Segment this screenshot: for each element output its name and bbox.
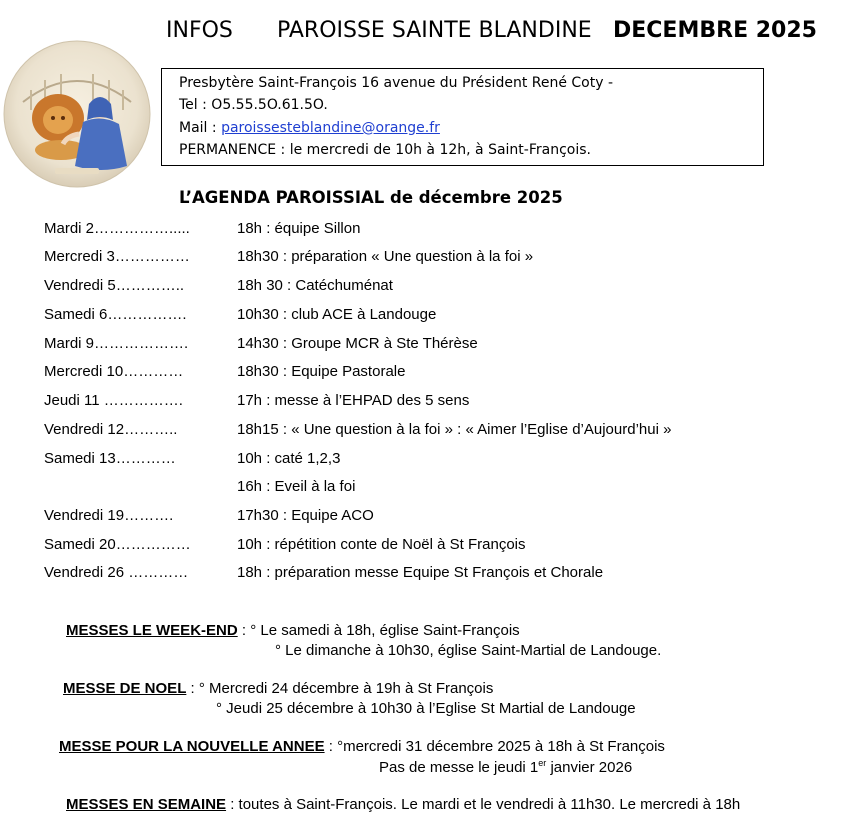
agenda-day: Jeudi 11 ……………. bbox=[44, 392, 183, 409]
agenda-event: 18h 30 : Catéchuménat bbox=[237, 277, 393, 294]
messes-semaine-label: MESSES EN SEMAINE bbox=[66, 796, 227, 813]
messes-weekend-label: MESSES LE WEEK-END bbox=[66, 622, 238, 639]
no-mass-date: janvier 2026 bbox=[546, 759, 633, 776]
agenda-event: 18h30 : préparation « Une question à la foi » bbox=[237, 248, 534, 265]
ordinal-sup: er bbox=[538, 758, 547, 768]
agenda-day: Samedi 6……………. bbox=[44, 306, 187, 323]
agenda-event: 10h30 : club ACE à Landouge bbox=[237, 306, 437, 323]
messe-noel-line1 bbox=[63, 680, 493, 697]
agenda-day: Samedi 13………… bbox=[44, 450, 176, 467]
messe-nouvelle-annee-line2 bbox=[379, 759, 632, 776]
agenda-day: Vendredi 12……….. bbox=[44, 421, 178, 438]
header-infos: INFOS bbox=[166, 18, 233, 43]
parish-logo-image bbox=[3, 40, 151, 188]
agenda-day: Mardi 2……………..... bbox=[44, 220, 190, 237]
agenda-event: 18h15 : « Une question à la foi » : « Aimer l’Eglise d’Aujourd’hui » bbox=[237, 421, 672, 438]
mail-label: Mail : bbox=[179, 120, 222, 136]
messe-nouvelle-annee-text: : °mercredi 31 décembre 2025 à 18h à St François bbox=[324, 738, 665, 755]
agenda-event: 10h : caté 1,2,3 bbox=[237, 450, 341, 467]
header-paroisse-title: PAROISSE SAINTE BLANDINE bbox=[277, 18, 592, 43]
messes-weekend-line2: ° Le dimanche à 10h30, église Saint-Martial de Landouge. bbox=[275, 642, 662, 659]
presbytere-address: Presbytère Saint-François 16 avenue du Président René Coty - bbox=[179, 75, 614, 91]
permanence: PERMANENCE : le mercredi de 10h à 12h, à Saint-François. bbox=[179, 142, 591, 158]
agenda-day: Vendredi 19………. bbox=[44, 507, 174, 524]
messe-nouvelle-annee-label: MESSE POUR LA NOUVELLE ANNEE bbox=[59, 738, 325, 755]
telephone: Tel : O5.55.5O.61.5O. bbox=[179, 97, 328, 113]
agenda-title: L’AGENDA PAROISSIAL de décembre 2025 bbox=[179, 188, 563, 207]
agenda-event: 18h : équipe Sillon bbox=[237, 220, 361, 237]
header-date: DECEMBRE 2025 bbox=[613, 18, 817, 43]
agenda-day: Vendredi 5………….. bbox=[44, 277, 185, 294]
agenda-event: 16h : Eveil à la foi bbox=[237, 478, 356, 495]
agenda-event: 17h : messe à l’EHPAD des 5 sens bbox=[237, 392, 470, 409]
email-link[interactable]: paroissesteblandine@orange.fr bbox=[221, 120, 440, 136]
agenda-day: Mercredi 3…………… bbox=[44, 248, 190, 265]
contact-info-box bbox=[161, 68, 764, 166]
agenda-day: Samedi 20…………… bbox=[44, 536, 191, 553]
agenda-event: 18h30 : Equipe Pastorale bbox=[237, 363, 406, 380]
messes-semaine-line1 bbox=[66, 796, 740, 813]
agenda-day: Vendredi 26 ………… bbox=[44, 564, 189, 581]
messes-weekend-text: : ° Le samedi à 18h, église Saint-François bbox=[237, 622, 520, 639]
messe-noel-line2: ° Jeudi 25 décembre à 10h30 à l’Eglise St Martial de Landouge bbox=[216, 700, 636, 717]
messes-weekend-line1 bbox=[66, 622, 520, 639]
agenda-event: 18h : préparation messe Equipe St François et Chorale bbox=[237, 564, 604, 581]
agenda-day: Mardi 9………………. bbox=[44, 335, 189, 352]
mail-line bbox=[179, 120, 440, 136]
agenda-event: 14h30 : Groupe MCR à Ste Thérèse bbox=[237, 335, 478, 352]
messe-noel-label: MESSE DE NOEL bbox=[63, 680, 187, 697]
agenda-event: 17h30 : Equipe ACO bbox=[237, 507, 374, 524]
agenda-day: Mercredi 10………… bbox=[44, 363, 184, 380]
messe-nouvelle-annee-line1 bbox=[59, 738, 665, 755]
messe-noel-text: : ° Mercredi 24 décembre à 19h à St François bbox=[186, 680, 494, 697]
agenda-event: 10h : répétition conte de Noël à St François bbox=[237, 536, 526, 553]
no-mass-text: Pas de messe le jeudi 1 bbox=[379, 759, 539, 776]
messes-semaine-text: : toutes à Saint-François. Le mardi et le vendredi à 11h30. Le mercredi à 18h bbox=[226, 796, 741, 813]
